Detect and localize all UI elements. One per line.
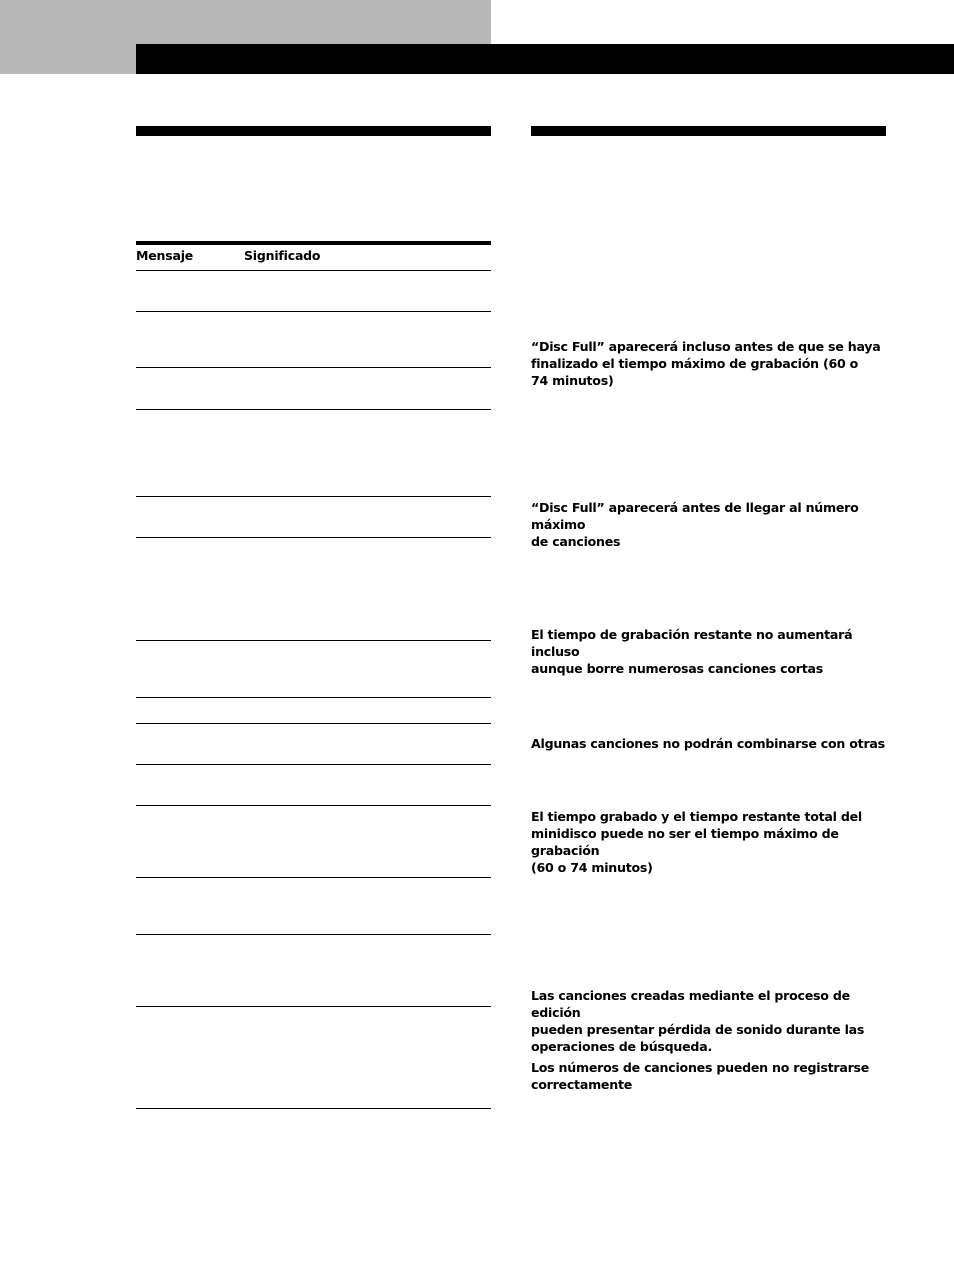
table-row-divider xyxy=(136,367,491,368)
table-bottom-rule xyxy=(136,1108,491,1109)
table-row-divider xyxy=(136,640,491,641)
right-section-rule xyxy=(531,126,886,136)
note-disc-full-time: “Disc Full” aparecerá incluso antes de que se haya finalizado el tiempo máximo de grabación (60 o 74 minutos) xyxy=(531,339,881,388)
column-header-message: Mensaje xyxy=(136,248,194,263)
table-row-divider xyxy=(136,1006,491,1007)
column-header-meaning: Significado xyxy=(244,248,321,263)
table-row-divider xyxy=(136,764,491,765)
table-top-rule xyxy=(136,241,491,245)
table-row-divider xyxy=(136,537,491,538)
table-row-divider xyxy=(136,805,491,806)
note-recorded-time: El tiempo grabado y el tiempo restante total del minidisco puede no ser el tiempo máximo de grabación (60 o 74 minutos) xyxy=(531,809,862,875)
note-combine-tracks: Algunas canciones no podrán combinarse con otras xyxy=(531,736,885,751)
table-row-divider xyxy=(136,409,491,410)
note-sound-dropout: Las canciones creadas mediante el proceso de edición pueden presentar pérdida de sonido durante las operaciones de búsqueda. xyxy=(531,988,865,1054)
table-row-divider xyxy=(136,934,491,935)
note-remaining-time: El tiempo de grabación restante no aumentará incluso aunque borre numerosas canciones cortas xyxy=(531,627,853,676)
table-row-divider xyxy=(136,697,491,698)
table-row-divider xyxy=(136,877,491,878)
table-row-divider xyxy=(136,270,491,271)
table-row-divider xyxy=(136,723,491,724)
note-track-numbers: Los números de canciones pueden no registrarse correctamente xyxy=(531,1060,870,1092)
left-section-rule xyxy=(136,126,491,136)
table-row-divider xyxy=(136,496,491,497)
header-band xyxy=(136,44,954,74)
table-row-divider xyxy=(136,311,491,312)
note-disc-full-tracks: “Disc Full” aparecerá antes de llegar al número máximo de canciones xyxy=(531,500,859,549)
